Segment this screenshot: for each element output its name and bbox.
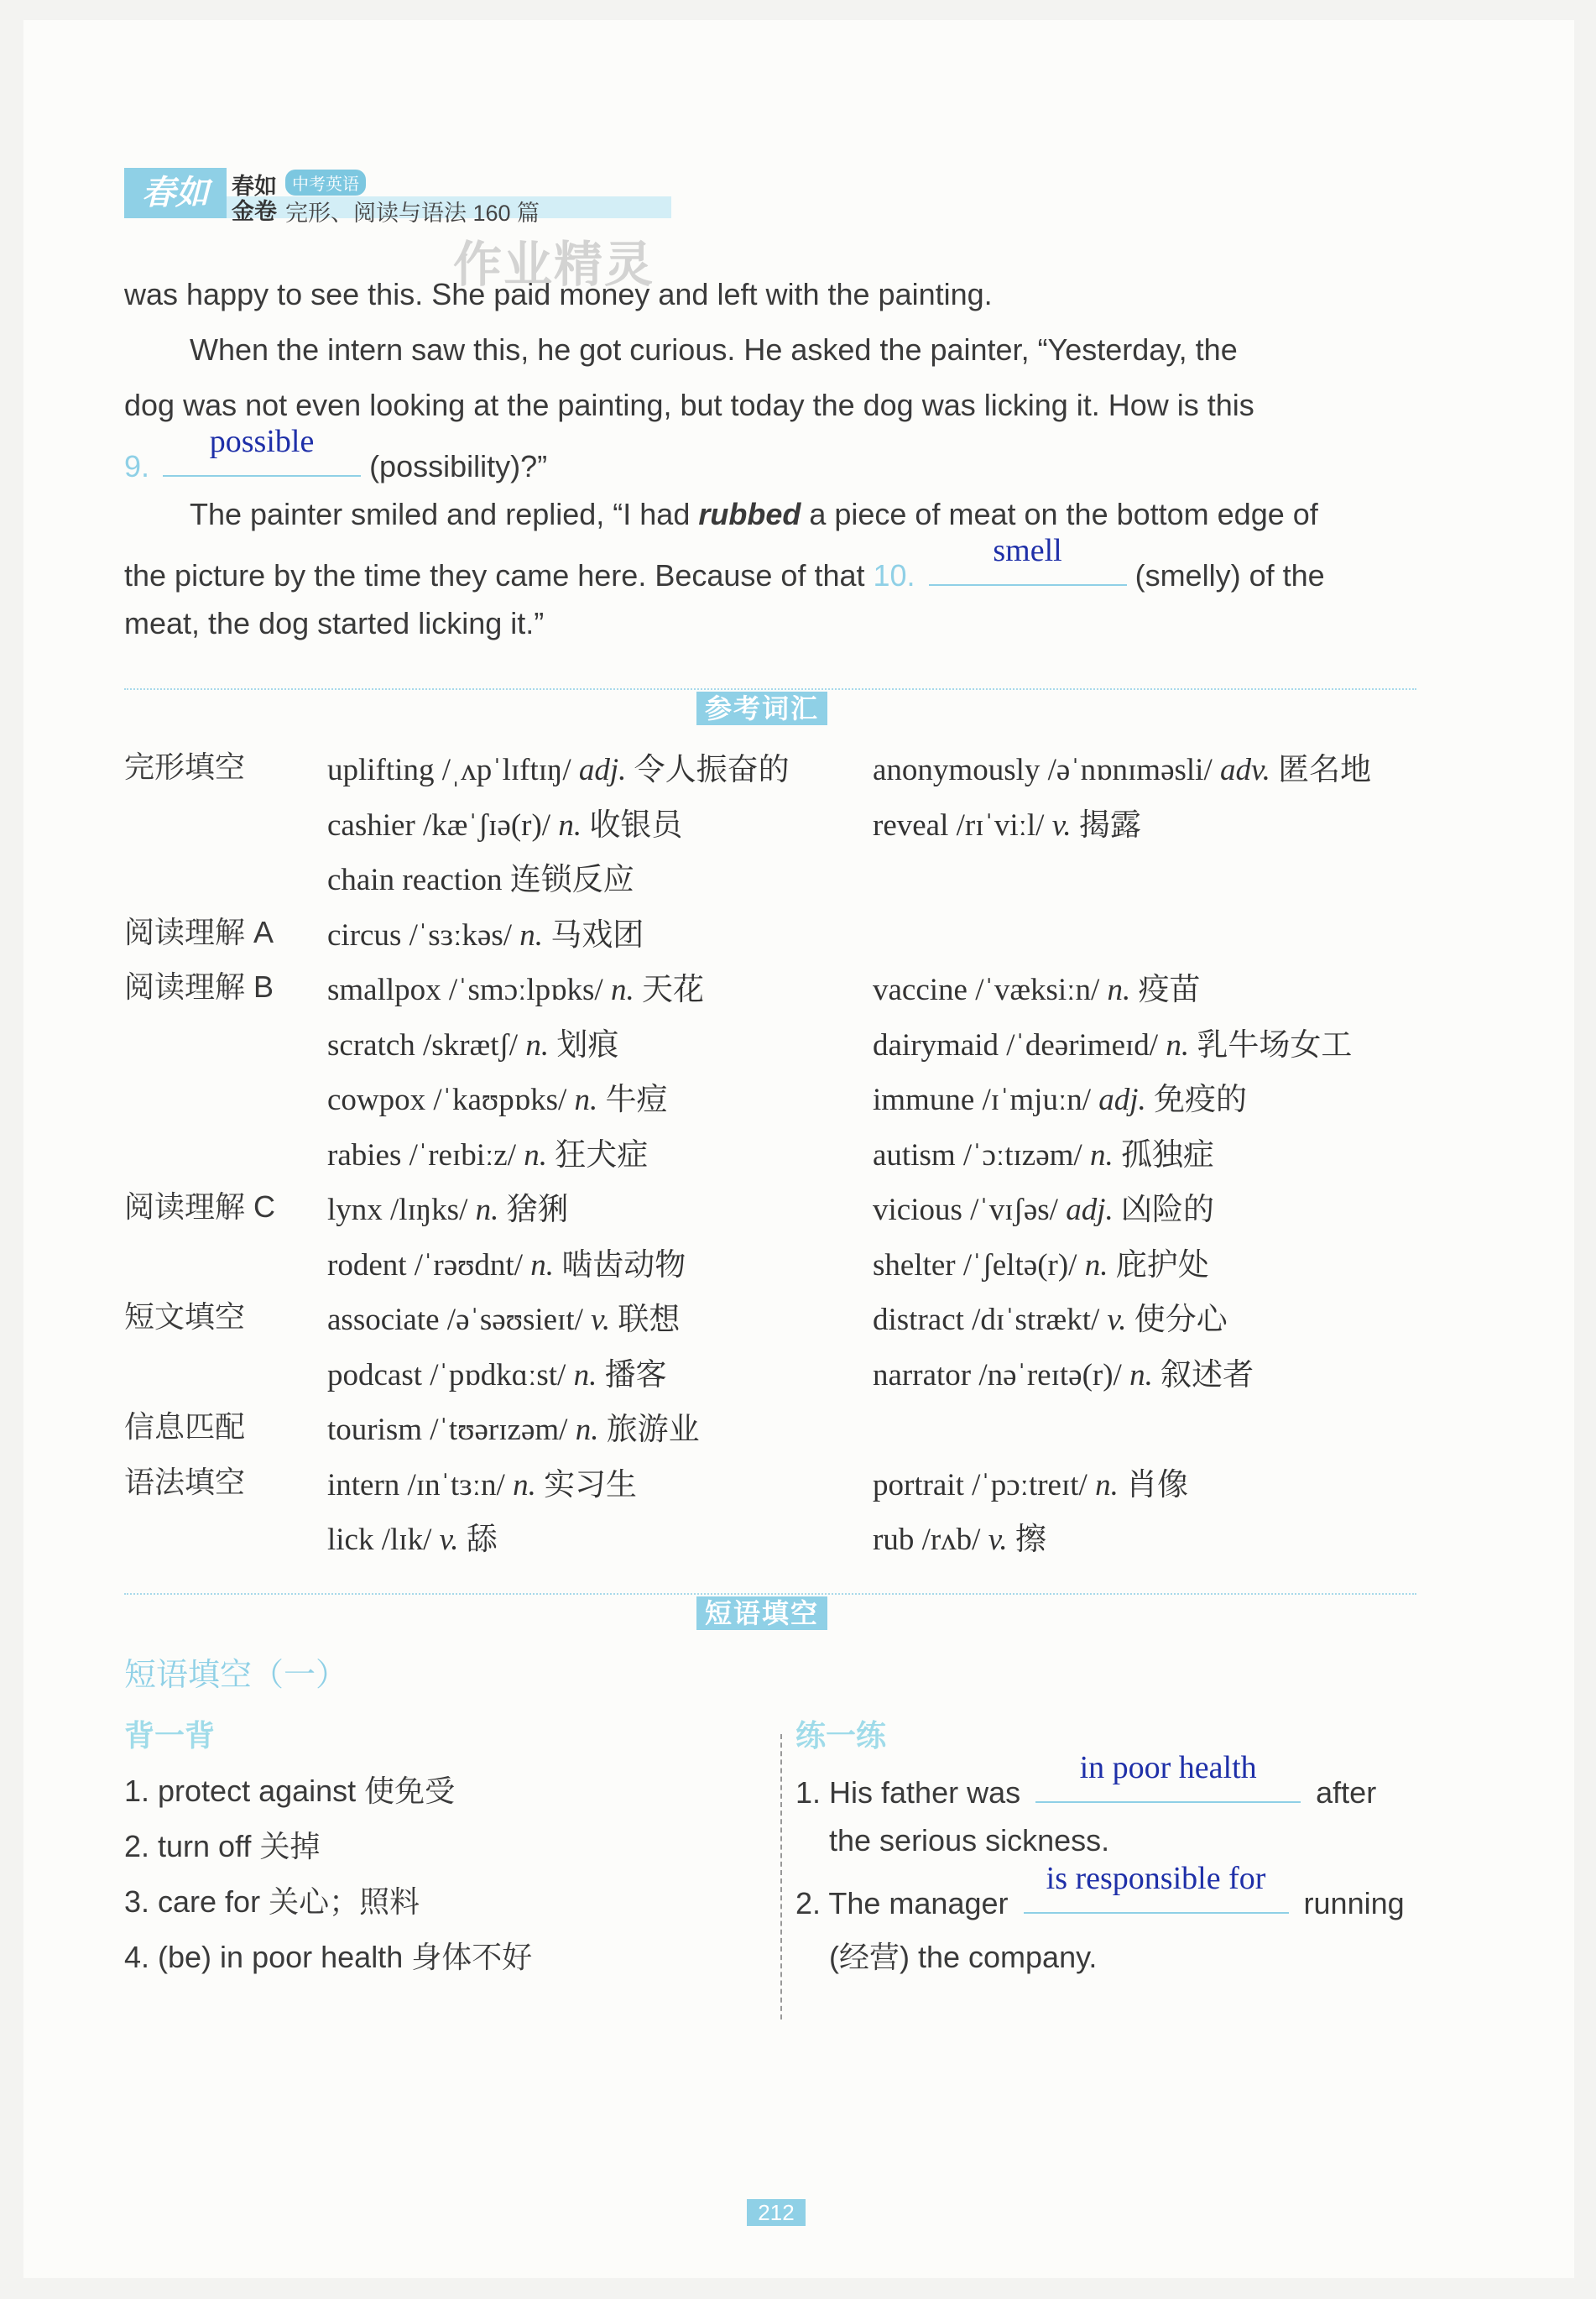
exercise-2-answer: is responsible for bbox=[1046, 1861, 1266, 1896]
vocab-meaning: 令人振奋的 bbox=[634, 751, 790, 787]
vocab-category: 短文填空 bbox=[124, 1299, 246, 1334]
vocab-word: chain reaction bbox=[327, 863, 503, 897]
part-of-speech: n. bbox=[524, 1138, 547, 1173]
vocab-word: podcast /ˈpɒdkɑːst/ bbox=[327, 1358, 566, 1392]
vocab-word: lynx /lɪŋks/ bbox=[327, 1193, 468, 1227]
vocab-entry bbox=[327, 1349, 667, 1394]
exercise-text: 2. The manager bbox=[795, 1886, 1009, 1920]
vocab-meaning: 舔 bbox=[466, 1521, 498, 1557]
part-of-speech: adj. bbox=[578, 753, 627, 787]
vocab-meaning: 收银员 bbox=[589, 807, 683, 843]
vocab-entry bbox=[327, 909, 644, 954]
phrase-item: 1. protect against 使免受 bbox=[124, 1774, 456, 1808]
part-of-speech: n. bbox=[573, 1358, 597, 1392]
vocab-entry bbox=[327, 799, 682, 844]
answer-9: possible bbox=[209, 424, 315, 459]
answer-blank-10[interactable] bbox=[929, 533, 1127, 586]
vocab-meaning: 肖像 bbox=[1126, 1466, 1189, 1502]
vocab-meaning: 免疫的 bbox=[1154, 1081, 1248, 1117]
phrase-item: 2. turn off 关掉 bbox=[124, 1829, 321, 1863]
vocab-word: cashier /kæˈʃɪə(r)/ bbox=[327, 808, 551, 843]
phrase-banner: 短语填空 bbox=[696, 1596, 827, 1630]
passage-text: the picture by the time they came here. Because of that bbox=[124, 558, 874, 593]
part-of-speech: n. bbox=[610, 973, 634, 1007]
vocab-word: smallpox /ˈsmɔːlpɒks/ bbox=[327, 973, 603, 1007]
vocab-entry bbox=[327, 1293, 680, 1339]
phrase-item: 4. (be) in poor health 身体不好 bbox=[124, 1940, 533, 1974]
vocab-category: 阅读理解 B bbox=[124, 969, 274, 1004]
vocab-entry bbox=[873, 1019, 1352, 1064]
vocab-meaning: 揭露 bbox=[1078, 807, 1141, 843]
part-of-speech: v. bbox=[988, 1523, 1008, 1557]
vocab-meaning: 划痕 bbox=[556, 1027, 619, 1063]
vocab-entry bbox=[873, 1239, 1209, 1284]
vocab-entry bbox=[327, 1183, 569, 1229]
vocab-word: shelter /ˈʃeltə(r)/ bbox=[873, 1248, 1077, 1283]
phrase-section-title: 短语填空（一） bbox=[124, 1658, 348, 1693]
vocab-word: rabies /ˈreɪbiːz/ bbox=[327, 1138, 516, 1173]
vocab-entry bbox=[873, 1293, 1228, 1339]
vocab-meaning: 马戏团 bbox=[550, 917, 644, 953]
passage-text: a piece of meat on the bottom edge of bbox=[801, 497, 1318, 531]
vocab-meaning: 疫苗 bbox=[1138, 971, 1201, 1007]
vocab-word: vicious /ˈvɪʃəs/ bbox=[873, 1193, 1058, 1227]
divider bbox=[124, 688, 1416, 690]
part-of-speech: adv. bbox=[1219, 753, 1270, 787]
vocab-word: scratch /skrætʃ/ bbox=[327, 1028, 519, 1063]
vocab-entry bbox=[873, 964, 1201, 1009]
vocab-entry bbox=[327, 964, 704, 1009]
part-of-speech: v. bbox=[1107, 1303, 1127, 1337]
vocab-meaning: 乳牛场女工 bbox=[1197, 1027, 1353, 1063]
part-of-speech: n. bbox=[525, 1028, 550, 1063]
vocab-meaning: 使分心 bbox=[1134, 1301, 1228, 1337]
part-of-speech: v. bbox=[1051, 808, 1072, 843]
vocab-word: lick /lɪk/ bbox=[327, 1523, 432, 1557]
vocab-word: cowpox /ˈkaʊpɒks/ bbox=[327, 1083, 567, 1117]
practice-title: 练一练 bbox=[795, 1718, 887, 1753]
exercise-1-blank[interactable] bbox=[1035, 1750, 1301, 1803]
watermark: 作业精灵 bbox=[453, 238, 655, 292]
exercise-1-answer: in poor health bbox=[1079, 1750, 1257, 1785]
vocab-entry bbox=[327, 854, 634, 899]
vocab-category: 信息匹配 bbox=[124, 1409, 246, 1444]
vocab-meaning: 旅游业 bbox=[606, 1411, 700, 1447]
exercise-2-blank[interactable] bbox=[1024, 1861, 1289, 1914]
vocab-meaning: 庇护处 bbox=[1115, 1246, 1209, 1283]
book-header bbox=[124, 168, 544, 226]
part-of-speech: n. bbox=[1107, 973, 1131, 1007]
vocab-meaning: 啮齿动物 bbox=[561, 1246, 686, 1283]
divider bbox=[124, 1593, 1416, 1595]
vocab-meaning: 擦 bbox=[1014, 1521, 1046, 1557]
vocab-word: tourism /ˈtʊərɪzəm/ bbox=[327, 1413, 568, 1447]
part-of-speech: n. bbox=[1089, 1138, 1114, 1173]
passage-text: The painter smiled and replied, “I had bbox=[190, 497, 699, 531]
passage-line-7: meat, the dog started licking it.” bbox=[124, 606, 545, 640]
vocab-meaning: 狂犬症 bbox=[555, 1136, 649, 1173]
vocab-entry bbox=[873, 1074, 1247, 1119]
vocab-entry bbox=[873, 744, 1371, 789]
vocab-word: anonymously /əˈnɒnɪməsli/ bbox=[873, 753, 1213, 787]
part-of-speech: n. bbox=[558, 808, 582, 843]
exercise-text: after bbox=[1316, 1775, 1377, 1810]
passage-line-4 bbox=[124, 424, 548, 484]
vocab-word: narrator /nəˈreɪtə(r)/ bbox=[873, 1358, 1122, 1392]
vocab-category: 完形填空 bbox=[124, 750, 246, 784]
vocab-meaning: 凶险的 bbox=[1120, 1191, 1214, 1227]
exercise-1 bbox=[795, 1750, 1377, 1810]
part-of-speech: v. bbox=[591, 1303, 611, 1337]
vocab-word: uplifting /ˌʌpˈlɪftɪŋ/ bbox=[327, 753, 571, 787]
vocab-category: 阅读理解 A bbox=[124, 915, 274, 949]
vocab-word: portrait /ˈpɔːtreɪt/ bbox=[873, 1468, 1087, 1502]
vocab-category: 语法填空 bbox=[124, 1465, 246, 1499]
vocab-meaning: 连锁反应 bbox=[509, 861, 634, 897]
question-number-9: 9. bbox=[124, 449, 150, 483]
vocab-meaning: 猞猁 bbox=[506, 1191, 569, 1227]
passage-line-3: dog was not even looking at the painting, but today the dog was licking it. How is this bbox=[124, 388, 1254, 422]
answer-10: smell bbox=[993, 533, 1062, 568]
part-of-speech: n. bbox=[574, 1083, 598, 1117]
header-line1: 春如 bbox=[232, 174, 277, 199]
exercise-text: running bbox=[1303, 1886, 1405, 1920]
vocab-word: rub /rʌb/ bbox=[873, 1523, 981, 1557]
vocab-entry bbox=[873, 1129, 1214, 1174]
header-line2: 金卷 bbox=[232, 199, 277, 224]
vocab-word: intern /ɪnˈtɜːn/ bbox=[327, 1468, 505, 1502]
hint-10: (smelly) of the bbox=[1134, 558, 1325, 593]
vocab-entry bbox=[873, 1513, 1046, 1559]
vocab-word: circus /ˈsɜːkəs/ bbox=[327, 918, 513, 953]
part-of-speech: n. bbox=[475, 1193, 499, 1227]
page-number: 212 bbox=[747, 2199, 806, 2226]
hint-9: (possibility)?” bbox=[369, 449, 548, 483]
part-of-speech: n. bbox=[1095, 1468, 1119, 1502]
vocab-entry bbox=[327, 1239, 686, 1284]
vocab-word: autism /ˈɔːtɪzəm/ bbox=[873, 1138, 1082, 1173]
question-number-10: 10. bbox=[873, 558, 915, 593]
column-divider bbox=[780, 1734, 782, 2019]
vocab-word: dairymaid /ˈdeərimeɪd/ bbox=[873, 1028, 1159, 1063]
part-of-speech: n. bbox=[1129, 1358, 1153, 1392]
vocab-entry bbox=[327, 1074, 668, 1119]
part-of-speech: adj. bbox=[1066, 1193, 1114, 1227]
vocab-entry bbox=[327, 1019, 618, 1064]
vocab-meaning: 匿名地 bbox=[1278, 751, 1372, 787]
vocab-entry bbox=[327, 1129, 648, 1174]
part-of-speech: n. bbox=[1084, 1248, 1108, 1283]
phrase-item: 3. care for 关心；照料 bbox=[124, 1884, 420, 1919]
part-of-speech: n. bbox=[530, 1248, 554, 1283]
exercise-2 bbox=[795, 1861, 1405, 1921]
vocab-word: vaccine /ˈvæksiːn/ bbox=[873, 973, 1100, 1007]
answer-blank-9[interactable] bbox=[163, 424, 361, 477]
header-subtitle: 完形、阅读与语法 160 篇 bbox=[285, 201, 540, 226]
vocab-entry bbox=[327, 1459, 637, 1504]
passage-line-5 bbox=[190, 497, 1318, 532]
vocab-word: immune /ɪˈmjuːn/ bbox=[873, 1083, 1092, 1117]
memorize-title: 背一背 bbox=[124, 1718, 216, 1753]
part-of-speech: n. bbox=[513, 1468, 536, 1502]
vocab-banner: 参考词汇 bbox=[696, 692, 827, 725]
emphasis-word: rubbed bbox=[698, 497, 801, 531]
vocab-meaning: 叙述者 bbox=[1160, 1356, 1254, 1392]
part-of-speech: n. bbox=[519, 918, 544, 953]
vocab-word: distract /dɪˈstrækt/ bbox=[873, 1303, 1100, 1337]
header-tag: 中考英语 bbox=[285, 170, 366, 196]
vocab-meaning: 实习生 bbox=[544, 1466, 638, 1502]
passage-line-2: When the intern saw this, he got curious. He asked the painter, “Yesterday, the bbox=[190, 332, 1238, 367]
vocab-meaning: 天花 bbox=[641, 971, 704, 1007]
part-of-speech: adj. bbox=[1098, 1083, 1146, 1117]
exercise-1-cont: the serious sickness. bbox=[829, 1823, 1110, 1857]
vocab-meaning: 牛痘 bbox=[605, 1081, 668, 1117]
vocab-entry bbox=[327, 1513, 498, 1559]
part-of-speech: n. bbox=[575, 1413, 599, 1447]
vocab-category: 阅读理解 C bbox=[124, 1189, 276, 1224]
exercise-text: 1. His father was bbox=[795, 1775, 1021, 1810]
vocab-entry bbox=[873, 1349, 1254, 1394]
vocab-entry bbox=[327, 744, 790, 789]
exercise-2-cont: (经营) the company. bbox=[829, 1940, 1098, 1974]
vocab-entry bbox=[873, 1183, 1214, 1229]
brand-logo: 春如 bbox=[124, 168, 227, 218]
vocab-meaning: 孤独症 bbox=[1120, 1136, 1214, 1173]
vocab-meaning: 播客 bbox=[604, 1356, 667, 1392]
vocab-word: associate /əˈsəʊsieɪt/ bbox=[327, 1303, 583, 1337]
part-of-speech: n. bbox=[1166, 1028, 1190, 1063]
vocab-word: rodent /ˈrəʊdnt/ bbox=[327, 1248, 523, 1283]
vocab-word: reveal /rɪˈviːl/ bbox=[873, 808, 1045, 843]
vocab-entry bbox=[873, 799, 1141, 844]
part-of-speech: v. bbox=[439, 1523, 459, 1557]
passage-line-6 bbox=[124, 533, 1325, 593]
vocab-entry bbox=[327, 1403, 700, 1449]
vocab-entry bbox=[873, 1459, 1188, 1504]
vocab-meaning: 联想 bbox=[618, 1301, 681, 1337]
passage-line-1: was happy to see this. She paid money and left with the painting. bbox=[124, 277, 993, 311]
